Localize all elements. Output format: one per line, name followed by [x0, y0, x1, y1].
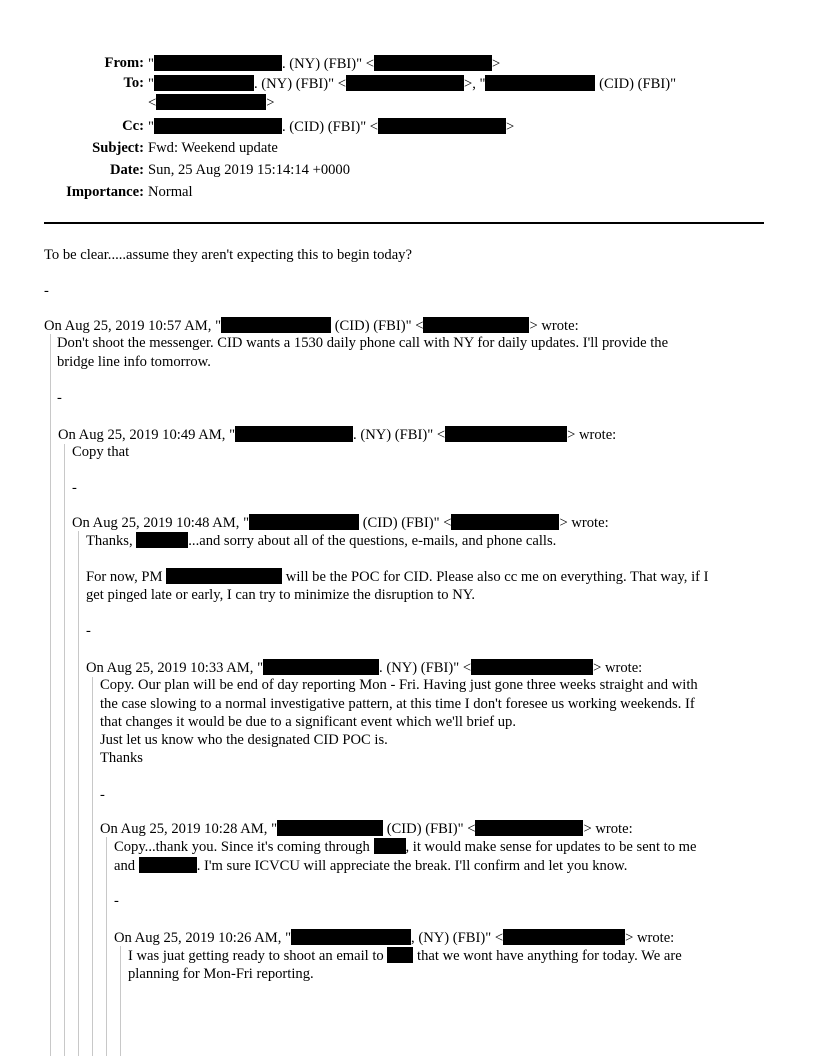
importance-label: Importance: — [66, 184, 144, 200]
redaction-box — [249, 514, 359, 530]
attribution-line: On Aug 25, 2019 10:33 AM, " . (NY) (FBI)" < > wrote: — [86, 660, 643, 676]
redaction-box — [136, 532, 188, 548]
message-text: get pinged late or early, I can try to minimize the disruption to NY. — [86, 587, 476, 603]
attribution-line: On Aug 25, 2019 10:28 AM, " (CID) (FBI)" < > wrote: — [100, 821, 633, 837]
message-text: I was juat getting ready to shoot an email to that we wont have anything for today. We are — [128, 948, 682, 964]
message-text: Don't shoot the messenger. CID wants a 1530 daily phone call with NY for daily updates. I'll provide the — [57, 335, 669, 351]
signature-dash: - — [44, 283, 49, 299]
redaction-box — [235, 426, 353, 442]
redaction-box — [154, 55, 282, 71]
message-text: and . I'm sure ICVCU will appreciate the break. I'll confirm and let you know. — [114, 858, 628, 874]
to-value-continued: < > — [148, 95, 275, 111]
message-text: Thanks — [100, 750, 143, 766]
redaction-box — [154, 118, 282, 134]
signature-dash: - — [86, 623, 91, 639]
importance-value: Normal — [148, 184, 193, 200]
attribution-line: On Aug 25, 2019 10:57 AM, " (CID) (FBI)" < > wrote: — [44, 318, 579, 334]
quote-bar — [92, 677, 93, 1056]
signature-dash: - — [72, 480, 77, 496]
from-value: " . (NY) (FBI)" < > — [148, 56, 501, 72]
to-value: " . (NY) (FBI)" < >, " (CID) (FBI)" — [148, 76, 677, 92]
signature-dash: - — [114, 893, 119, 909]
message-text: Thanks, ...and sorry about all of the questions, e-mails, and phone calls. — [86, 533, 557, 549]
redaction-box — [471, 659, 593, 675]
redaction-box — [423, 317, 529, 333]
header-divider — [44, 222, 764, 224]
message-text: Copy that — [72, 444, 130, 460]
cc-label: Cc: — [122, 118, 144, 134]
message-text: Just let us know who the designated CID POC is. — [100, 732, 388, 748]
redaction-box — [154, 75, 254, 91]
body-line: To be clear.....assume they aren't expecting this to begin today? — [44, 247, 412, 263]
redaction-box — [277, 820, 383, 836]
attribution-line: On Aug 25, 2019 10:49 AM, " . (NY) (FBI)" < > wrote: — [58, 427, 617, 443]
attribution-line: On Aug 25, 2019 10:26 AM, " , (NY) (FBI)" < > wrote: — [114, 930, 675, 946]
signature-dash: - — [57, 390, 62, 406]
message-text: Copy...thank you. Since it's coming through , it would make sense for updates to be sent to me — [114, 839, 697, 855]
subject-value: Fwd: Weekend update — [148, 140, 278, 156]
redaction-box — [445, 426, 567, 442]
message-text: the case slowing to a normal investigative pattern, at this time I don't foresee us working weekends. If — [100, 696, 695, 712]
message-text: For now, PM will be the POC for CID. Please also cc me on everything. That way, if I — [86, 569, 709, 585]
message-text: Copy. Our plan will be end of day reporting Mon - Fri. Having just gone three weeks straight and with — [100, 677, 698, 693]
message-text: bridge line info tomorrow. — [57, 354, 211, 370]
redaction-box — [166, 568, 282, 584]
signature-dash: - — [100, 787, 105, 803]
redaction-box — [378, 118, 506, 134]
quote-bar — [64, 444, 65, 1056]
redaction-box — [485, 75, 595, 91]
cc-value: " . (CID) (FBI)" < > — [148, 119, 515, 135]
quote-bar — [50, 334, 51, 1056]
redaction-box — [346, 75, 464, 91]
message-text: that changes it would be due to a significant event which we'll brief up. — [100, 714, 517, 730]
redaction-box — [221, 317, 331, 333]
redaction-box — [503, 929, 625, 945]
quote-bar — [120, 946, 121, 1056]
redaction-box — [475, 820, 583, 836]
attribution-line: On Aug 25, 2019 10:48 AM, " (CID) (FBI)" < > wrote: — [72, 515, 609, 531]
quote-bar — [106, 837, 107, 1056]
redaction-box — [451, 514, 559, 530]
redaction-box — [156, 94, 266, 110]
date-label: Date: — [109, 162, 144, 178]
to-label: To: — [123, 75, 144, 91]
from-label: From: — [104, 55, 144, 71]
message-text: planning for Mon-Fri reporting. — [128, 966, 314, 982]
subject-label: Subject: — [92, 140, 144, 156]
redaction-box — [263, 659, 379, 675]
redaction-box — [374, 838, 406, 854]
redaction-box — [374, 55, 492, 71]
redaction-box — [139, 857, 197, 873]
redaction-box — [387, 947, 413, 963]
redaction-box — [291, 929, 411, 945]
date-value: Sun, 25 Aug 2019 15:14:14 +0000 — [148, 162, 351, 178]
quote-bar — [78, 531, 79, 1056]
